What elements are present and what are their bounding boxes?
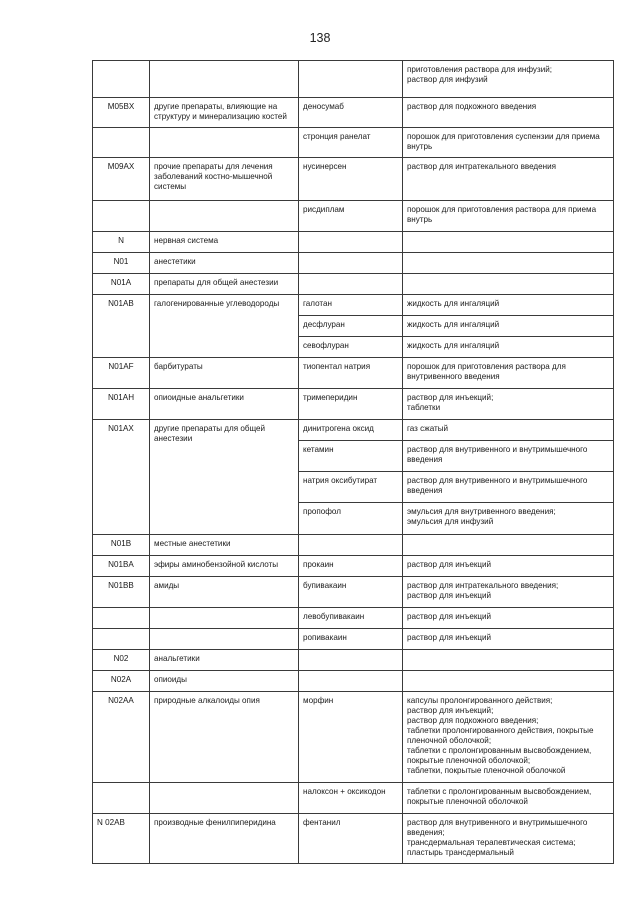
anatomical-group-cell: производные фенилпиперидина [150,814,299,864]
drug-name-cell: пропофол [299,503,403,535]
drug-name-cell: десфлуран [299,316,403,337]
table-row [93,629,614,650]
anatomical-group-cell: амиды [150,577,299,608]
dosage-form-cell [403,577,614,608]
dosage-form-cell [403,556,614,577]
atc-code-cell: N02 [93,650,150,671]
anatomical-group-cell [150,608,299,629]
table-row [93,98,614,128]
atc-code-cell: N01AB [93,295,150,358]
dosage-form-line: жидкость для ингаляций [407,341,500,350]
atc-code-cell: N02A [93,671,150,692]
dosage-form-line: приготовления раствора для инфузий; [407,65,552,74]
anatomical-group-cell: другие препараты, влияющие на структуру и минерализацию костей [150,98,299,128]
drug-name-cell [299,274,403,295]
dosage-form-line: жидкость для ингаляций [407,299,500,308]
dosage-form-line: раствор для инъекций [407,560,492,569]
dosage-form-cell [403,692,614,783]
dosage-form-cell [403,61,614,98]
dosage-form-line: таблетки пролонгированного действия, покрытые пленочной оболочкой; [407,726,594,745]
anatomical-group-cell: анестетики [150,253,299,274]
dosage-form-cell [403,608,614,629]
page-number: 138 [309,31,331,45]
drug-name-cell [299,253,403,274]
atc-code-cell: N01B [93,535,150,556]
table-row [93,671,614,692]
anatomical-group-cell: местные анестетики [150,535,299,556]
drug-name-cell [299,232,403,253]
dosage-form-line: раствор для внутривенного и внутримышечного введения [407,445,588,464]
dosage-form-line: таблетки с пролонгированным высвобождением, покрытые пленочной оболочкой [407,787,592,806]
atc-code-cell [93,201,150,232]
table-row [93,814,614,864]
dosage-form-cell [403,337,614,358]
table-row [93,128,614,158]
table-row [93,420,614,441]
atc-code-cell: M09AX [93,158,150,201]
dosage-form-cell [403,232,614,253]
drug-name-cell: тримеперидин [299,389,403,420]
table-row [93,556,614,577]
dosage-form-line: раствор для подкожного введения; [407,716,539,725]
dosage-form-cell [403,389,614,420]
atc-code-cell: N [93,232,150,253]
atc-code-cell: N 02AB [93,814,150,864]
table-row [93,577,614,608]
dosage-form-cell [403,253,614,274]
drug-name-cell: нусинерсен [299,158,403,201]
drug-name-cell: ропивакаин [299,629,403,650]
dosage-form-cell [403,358,614,389]
dosage-form-cell [403,98,614,128]
dosage-form-line: раствор для интратекального введения; [407,581,559,590]
atc-code-cell: N01BB [93,577,150,608]
atc-code-cell [93,608,150,629]
dosage-form-cell [403,671,614,692]
table-row [93,61,614,98]
table-row [93,253,614,274]
atc-code-cell: N01BA [93,556,150,577]
dosage-form-cell [403,629,614,650]
anatomical-group-cell: нервная система [150,232,299,253]
dosage-form-line: порошок для приготовления раствора для внутривенного введения [407,362,566,381]
dosage-form-cell [403,503,614,535]
atc-code-cell [93,783,150,814]
anatomical-group-cell: препараты для общей анестезии [150,274,299,295]
anatomical-group-cell: барбитураты [150,358,299,389]
atc-code-cell [93,128,150,158]
table-body [93,61,614,864]
drug-classification-table [92,60,614,864]
dosage-form-cell [403,316,614,337]
table-row [93,201,614,232]
dosage-form-cell [403,128,614,158]
atc-code-cell: M05BX [93,98,150,128]
dosage-form-line: раствор для подкожного введения [407,102,537,111]
dosage-form-cell [403,201,614,232]
dosage-form-line: эмульсия для внутривенного введения; [407,507,556,516]
dosage-form-line: раствор для инъекций [407,612,492,621]
dosage-form-cell [403,814,614,864]
table-row [93,232,614,253]
dosage-form-cell [403,295,614,316]
dosage-form-line: раствор для инъекций [407,633,492,642]
dosage-form-line: газ сжатый [407,424,449,433]
anatomical-group-cell: галогенированные углеводороды [150,295,299,358]
dosage-form-line: капсулы пролонгированного действия; [407,696,553,705]
dosage-form-line: таблетки с пролонгированным высвобождением, покрытые пленочной оболочкой; [407,746,592,765]
dosage-form-cell [403,472,614,503]
drug-name-cell: левобупивакаин [299,608,403,629]
drug-name-cell: динитрогена оксид [299,420,403,441]
table-row [93,650,614,671]
table-row [93,783,614,814]
atc-code-cell [93,61,150,98]
dosage-form-line: порошок для приготовления раствора для приема внутрь [407,205,597,224]
dosage-form-line: раствор для интратекального введения [407,162,557,171]
anatomical-group-cell: анальгетики [150,650,299,671]
anatomical-group-cell: опиоидные анальгетики [150,389,299,420]
atc-code-cell: N01AF [93,358,150,389]
anatomical-group-cell [150,783,299,814]
dosage-form-line: раствор для внутривенного и внутримышечного введения [407,476,588,495]
anatomical-group-cell [150,128,299,158]
table-row [93,692,614,783]
dosage-form-line: порошок для приготовления суспензии для приема внутрь [407,132,600,151]
dosage-form-line: таблетки, покрытые пленочной оболочкой [407,766,566,775]
drug-name-cell: морфин [299,692,403,783]
dosage-form-cell [403,274,614,295]
anatomical-group-cell [150,61,299,98]
drug-name-cell: прокаин [299,556,403,577]
drug-name-cell: деносумаб [299,98,403,128]
anatomical-group-cell [150,201,299,232]
table-row [93,358,614,389]
table-row [93,274,614,295]
table-row [93,158,614,201]
dosage-form-line: раствор для инфузий [407,75,488,84]
drug-name-cell: налоксон + оксикодон [299,783,403,814]
table-row [93,535,614,556]
dosage-form-line: пластырь трансдермальный [407,848,514,857]
table-row [93,608,614,629]
dosage-form-cell [403,650,614,671]
anatomical-group-cell [150,629,299,650]
dosage-form-line: раствор для инъекций; [407,706,494,715]
dosage-form-line: эмульсия для инфузий [407,517,494,526]
dosage-form-line: таблетки [407,403,441,412]
dosage-form-line: раствор для инъекций [407,591,492,600]
drug-name-cell: фентанил [299,814,403,864]
anatomical-group-cell: прочие препараты для лечения заболеваний костно-мышечной системы [150,158,299,201]
drug-name-cell: бупивакаин [299,577,403,608]
atc-code-cell: N01 [93,253,150,274]
anatomical-group-cell: природные алкалоиды опия [150,692,299,783]
anatomical-group-cell: эфиры аминобензойной кислоты [150,556,299,577]
drug-name-cell: галотан [299,295,403,316]
table-row [93,389,614,420]
dosage-form-cell [403,783,614,814]
atc-code-cell: N01AH [93,389,150,420]
dosage-form-line: жидкость для ингаляций [407,320,500,329]
table-row [93,295,614,316]
drug-name-cell: стронция ранелат [299,128,403,158]
anatomical-group-cell: другие препараты для общей анестезии [150,420,299,535]
anatomical-group-cell: опиоиды [150,671,299,692]
dosage-form-line: трансдермальная терапевтическая система; [407,838,576,847]
drug-name-cell: тиопентал натрия [299,358,403,389]
drug-name-cell: севофлуран [299,337,403,358]
drug-name-cell [299,61,403,98]
atc-code-cell [93,629,150,650]
dosage-form-line: раствор для инъекций; [407,393,494,402]
drug-name-cell [299,671,403,692]
drug-name-cell: натрия оксибутират [299,472,403,503]
dosage-form-cell [403,535,614,556]
drug-name-cell: кетамин [299,441,403,472]
drug-name-cell [299,535,403,556]
drug-name-cell: рисдиплам [299,201,403,232]
atc-code-cell: N02AA [93,692,150,783]
dosage-form-line: раствор для внутривенного и внутримышечного введения; [407,818,588,837]
dosage-form-cell [403,420,614,441]
drug-name-cell [299,650,403,671]
atc-code-cell: N01AX [93,420,150,535]
dosage-form-cell [403,441,614,472]
atc-code-cell: N01A [93,274,150,295]
dosage-form-cell [403,158,614,201]
